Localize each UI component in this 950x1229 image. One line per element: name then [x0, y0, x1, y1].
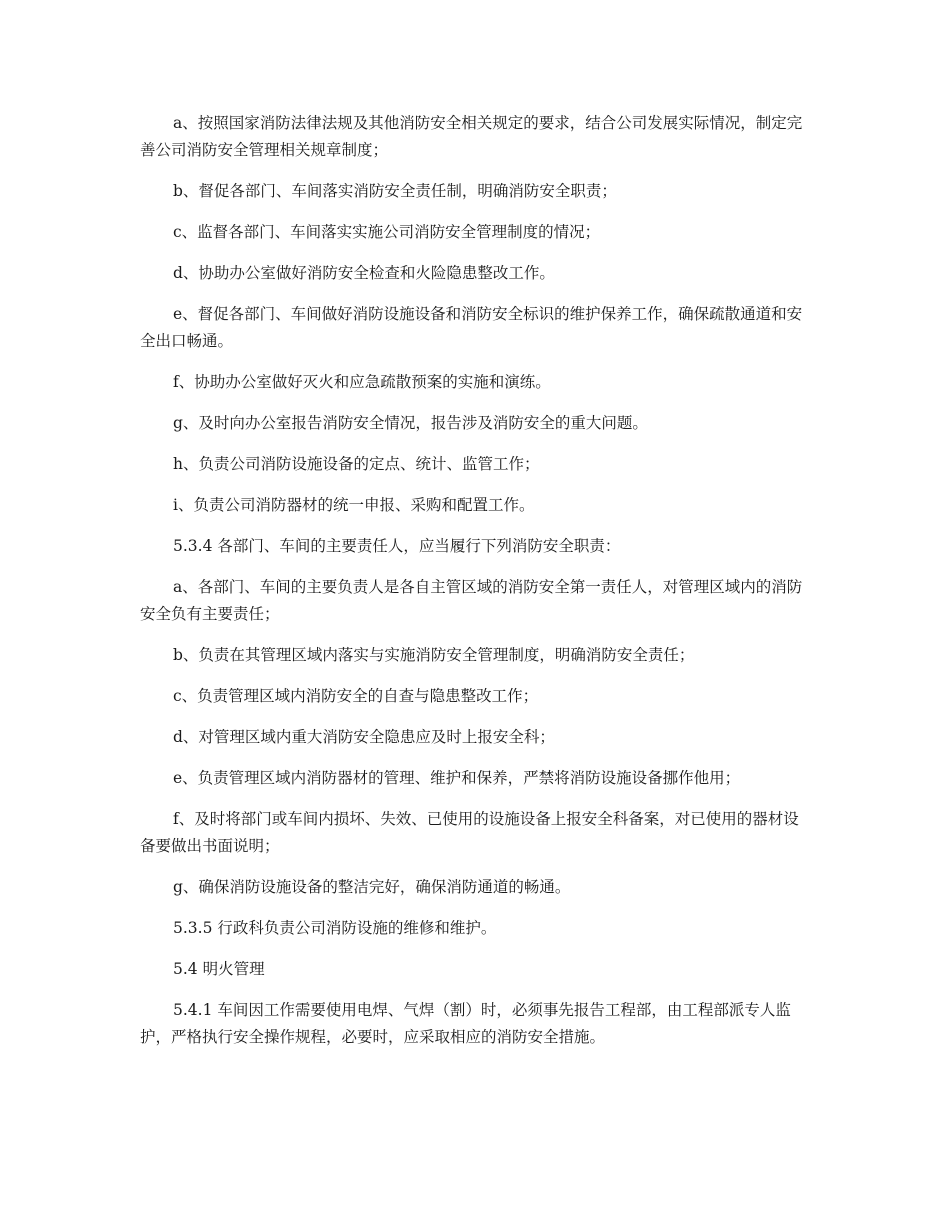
paragraph-5-3-3-e: e、督促各部门、车间做好消防设施设备和消防安全标识的维护保养工作，确保疏散通道和安全出口畅通。 [140, 305, 803, 350]
section-heading-5-3-5: 5.3.5 行政科负责公司消防设施的维修和维护。 [173, 919, 497, 937]
paragraph-5-3-4-d: d、对管理区域内重大消防安全隐患应及时上报安全科； [173, 728, 555, 746]
paragraph-5-4-1: 5.4.1 车间因工作需要使用电焊、气焊（割）时，必须事先报告工程部，由工程部派专人监护，严格执行安全操作规程，必要时，应采取相应的消防安全措施。 [140, 1001, 791, 1046]
paragraph-5-3-4-b: b、负责在其管理区域内落实与实施消防安全管理制度，明确消防安全责任； [173, 646, 695, 664]
paragraph-5-3-3-d: d、协助办公室做好消防安全检查和火险隐患整改工作。 [173, 264, 555, 282]
section-heading-5-3-4: 5.3.4 各部门、车间的主要责任人，应当履行下列消防安全职责： [173, 537, 621, 555]
paragraph-5-3-4-a: a、各部门、车间的主要负责人是各自主管区域的消防安全第一责任人，对管理区域内的消防安全负有主要责任； [140, 578, 803, 623]
paragraph-5-3-3-h: h、负责公司消防设施设备的定点、统计、监管工作； [173, 455, 540, 473]
paragraph-5-3-4-c: c、负责管理区域内消防安全的自查与隐患整改工作； [173, 687, 539, 705]
paragraph-5-3-3-f: f、协助办公室做好灭火和应急疏散预案的实施和演练。 [173, 373, 551, 391]
paragraph-5-3-3-g: g、及时向办公室报告消防安全情况，报告涉及消防安全的重大问题。 [173, 414, 648, 432]
section-heading-5-4: 5.4 明火管理 [173, 960, 265, 978]
paragraph-5-3-3-i: i、负责公司消防器材的统一申报、采购和配置工作。 [173, 496, 535, 514]
document-body [140, 110, 810, 1065]
paragraph-5-3-3-a: a、按照国家消防法律法规及其他消防安全相关规定的要求，结合公司发展实际情况，制定完善公司消防安全管理相关规章制度； [140, 114, 803, 159]
paragraph-5-3-4-g: g、确保消防设施设备的整洁完好，确保消防通道的畅通。 [173, 878, 571, 896]
paragraph-5-3-3-c: c、监督各部门、车间落实实施公司消防安全管理制度的情况； [173, 223, 601, 241]
paragraph-5-3-4-e: e、负责管理区域内消防器材的管理、维护和保养，严禁将消防设施设备挪作他用； [173, 769, 741, 787]
paragraph-5-3-4-f: f、及时将部门或车间内损坏、失效、已使用的设施设备上报安全科备案，对已使用的器材设备要做出书面说明； [140, 810, 799, 855]
paragraph-5-3-3-b: b、督促各部门、车间落实消防安全责任制，明确消防安全职责； [173, 182, 617, 200]
